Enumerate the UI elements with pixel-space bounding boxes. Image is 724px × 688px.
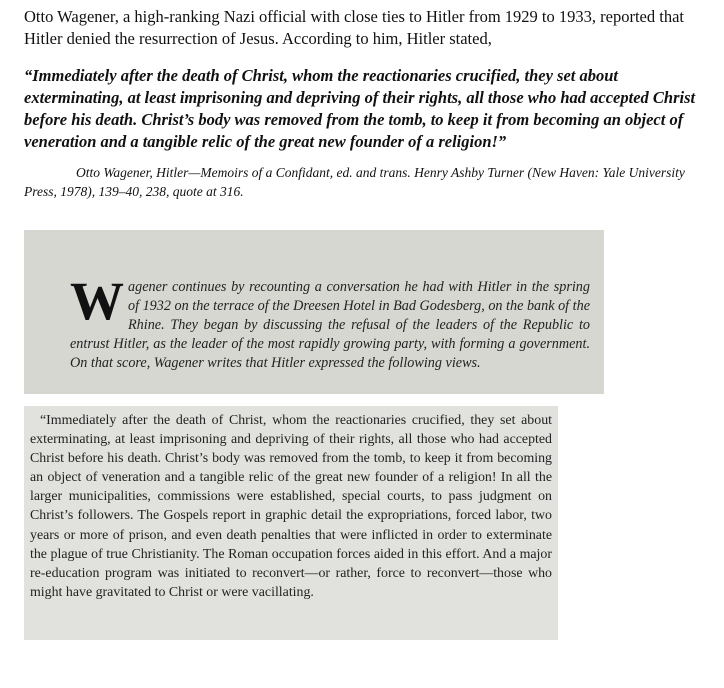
book-excerpt-scan-2 <box>24 406 558 640</box>
book-excerpt-scan-1 <box>24 230 604 394</box>
excerpt-paragraph-1-text: agener continues by recounting a conversation he had with Hitler in the spring of 1932 on the terrace of the Dreesen Hotel in Bad Godesberg, on the bank of the Rhine. They began by discussing the refusal of the leaders of the Republic to entrust Hitler, as the leader of the most rapidly growing party, with forming a government. On that score, Wagener writes that Hitler expressed the following views. <box>70 279 590 371</box>
citation: Otto Wagener, Hitler—Memoirs of a Confidant, ed. and trans. Henry Ashby Turner (New Haven: Yale University Press, 1978), 139–40, 238, quote at 316. <box>24 165 685 199</box>
drop-cap: W <box>70 271 124 331</box>
excerpt-paragraph-1 <box>70 271 590 373</box>
intro-paragraph: Otto Wagener, a high-ranking Nazi official with close ties to Hitler from 1929 to 1933, reported that Hitler denied the resurrection of Jesus. According to him, Hitler stated, <box>24 7 684 48</box>
hitler-quote: “Immediately after the death of Christ, whom the reactionaries crucified, they set about exterminating, at least imprisoning and depriving of their rights, all those who had accepted Christ before his death. Christ’s body was removed from the tomb, to keep it from becoming an object of veneration and a tangible relic of the great new founder of a religion!” <box>24 66 696 151</box>
excerpt-paragraph-2: “Immediately after the death of Christ, whom the reactionaries crucified, they set about exterminating, at least imprisoning and depriving of their rights, all those who had accepted Christ before his death. Christ’s body was removed from the tomb, to keep it from becoming an object of veneration and a tangible relic of the great new founder of a religion! In all the larger municipalities, commissions were established, special courts, to pass judgment on Christ’s followers. The Gospels report in graphic detail the expropriations, forced labor, two years or more of prison, and even death penalties that were inflicted in order to exterminate the plague of true Christianity. The Roman occupation forces aided in this effort. And a major re-education program was initiated to reconvert—or rather, force to reconvert—those who might have gravitated to Christ or were vacillating. <box>30 413 552 600</box>
